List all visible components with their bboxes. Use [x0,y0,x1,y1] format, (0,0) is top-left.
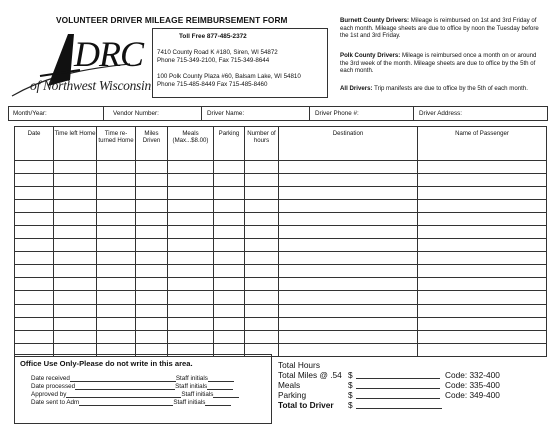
table-cell[interactable] [97,161,136,174]
table-cell[interactable] [279,213,418,226]
driver-info-row [8,106,548,121]
balsam-lake-address: 100 Polk County Plaza #60, Balsam Lake, WI 54810 [157,73,301,80]
table-cell[interactable] [54,239,97,252]
table-cell[interactable] [418,161,547,174]
table-cell[interactable] [54,265,97,278]
date-received-row[interactable] [31,375,234,382]
meals-dollar: $ [348,380,353,390]
table-cell[interactable] [136,200,168,213]
table-cell[interactable] [15,239,54,252]
table-cell[interactable] [279,291,418,304]
month-year-field[interactable]: Month/Year: [13,110,47,117]
all-drivers-note [340,85,546,93]
date-received-label: Date received [31,375,70,382]
table-cell[interactable] [97,291,136,304]
table-cell[interactable] [54,304,97,317]
col-header-hours: Number of hours [245,127,279,161]
table-cell[interactable] [97,278,136,291]
table-cell[interactable] [168,174,214,187]
table-cell[interactable] [418,343,547,356]
polk-text: Mileage is reimbursed once a month on or around the 3rd week of the month. Mileage sheets are due to office by the 5th of each month. [340,52,537,75]
col-header-date: Date [15,127,54,161]
office-use-box [14,354,272,424]
table-cell[interactable] [136,174,168,187]
adrc-logo [10,30,154,98]
table-cell[interactable] [245,200,279,213]
all-drivers-text: Trip manifests are due to office by the 5th of each month. [372,85,528,92]
miles-code: Code: 332-400 [445,370,500,380]
col-header-miles: Miles Driven [136,127,168,161]
burnett-note [340,17,546,40]
table-cell[interactable] [214,200,245,213]
table-cell[interactable] [279,278,418,291]
table-row [15,239,547,252]
table-cell[interactable] [15,252,54,265]
table-cell[interactable] [418,291,547,304]
table-cell[interactable] [418,239,547,252]
table-cell[interactable] [214,226,245,239]
driver-phone-field[interactable]: Driver Phone #: [315,110,359,117]
date-processed-label: Date processed [31,383,76,390]
table-cell[interactable] [136,239,168,252]
siren-address: 7410 County Road K #180, Siren, WI 54872 [157,49,278,56]
table-cell[interactable] [245,187,279,200]
table-cell[interactable] [279,161,418,174]
table-cell[interactable] [54,226,97,239]
table-cell[interactable] [15,161,54,174]
table-cell[interactable] [136,213,168,226]
table-row [15,226,547,239]
table-cell[interactable] [214,265,245,278]
table-cell[interactable] [214,161,245,174]
total-hours-label: Total Hours [278,360,320,370]
table-row [15,200,547,213]
table-cell[interactable] [279,317,418,330]
table-cell[interactable] [279,330,418,343]
table-cell[interactable] [214,291,245,304]
table-cell[interactable] [15,200,54,213]
total-to-driver-text: Total to Driver [278,400,334,410]
table-cell[interactable] [418,174,547,187]
siren-phone: Phone 715-349-2100, Fax 715-349-8644 [157,57,270,64]
col-header-destination: Destination [279,127,418,161]
table-cell[interactable] [168,291,214,304]
table-cell[interactable] [136,226,168,239]
logo-subtitle: of Northwest Wisconsin [30,78,151,93]
staff-initials-label: Staff initials [173,399,206,406]
total-miles-dollar: $ [348,370,353,380]
table-cell[interactable] [168,213,214,226]
table-cell[interactable] [214,187,245,200]
table-cell[interactable] [136,317,168,330]
date-processed-row[interactable] [31,383,233,390]
col-header-meals: Meals (Max...$8.00) [168,127,214,161]
driver-address-field[interactable]: Driver Address: [419,110,463,117]
table-cell[interactable] [418,317,547,330]
table-cell[interactable] [97,265,136,278]
svg-text:DRC: DRC [74,34,143,74]
meals-code: Code: 335-400 [445,380,500,390]
table-cell[interactable] [418,265,547,278]
table-row [15,291,547,304]
table-cell[interactable] [54,187,97,200]
total-miles-label: Total Miles @ .54 [278,370,342,380]
table-cell[interactable] [245,161,279,174]
table-cell[interactable] [136,187,168,200]
table-cell[interactable] [245,265,279,278]
table-cell[interactable] [245,226,279,239]
table-cell[interactable] [168,252,214,265]
driver-name-field[interactable]: Driver Name: [207,110,245,117]
all-drivers-label: All Drivers: [340,85,373,92]
table-row [15,265,547,278]
table-cell[interactable] [214,304,245,317]
table-cell[interactable] [168,239,214,252]
table-cell[interactable] [136,252,168,265]
table-cell[interactable] [279,200,418,213]
table-cell[interactable] [214,330,245,343]
table-cell[interactable] [279,304,418,317]
polk-label: Polk County Drivers: [340,52,401,59]
table-cell[interactable] [54,161,97,174]
total-to-driver-field[interactable] [356,408,442,409]
table-cell[interactable] [168,317,214,330]
table-row [15,278,547,291]
table-cell[interactable] [245,330,279,343]
parking-code: Code: 349-400 [445,390,500,400]
table-cell[interactable] [168,161,214,174]
table-cell[interactable] [168,226,214,239]
table-cell[interactable] [214,174,245,187]
table-cell[interactable] [214,278,245,291]
table-row [15,317,547,330]
table-cell[interactable] [279,252,418,265]
table-cell[interactable] [214,239,245,252]
table-cell[interactable] [279,343,418,356]
table-cell[interactable] [15,174,54,187]
date-sent-row[interactable] [31,399,231,406]
office-use-heading: Office Use Only-Please do not write in this area. [20,359,193,368]
table-cell[interactable] [54,330,97,343]
table-cell[interactable] [15,226,54,239]
total-to-driver-label [278,400,334,410]
table-cell[interactable] [168,304,214,317]
table-header-row [15,127,547,161]
table-cell[interactable] [245,213,279,226]
table-cell[interactable] [54,291,97,304]
table-cell[interactable] [97,174,136,187]
staff-initials-label: Staff initials [175,375,208,382]
table-cell[interactable] [245,304,279,317]
table-cell[interactable] [245,317,279,330]
staff-initials-label: Staff initials [181,391,214,398]
table-cell[interactable] [54,213,97,226]
burnett-label: Burnett County Drivers: [340,17,410,24]
table-row [15,252,547,265]
table-cell[interactable] [97,317,136,330]
table-cell[interactable] [418,252,547,265]
approved-by-row[interactable] [31,391,239,398]
table-cell[interactable] [97,304,136,317]
meals-label: Meals [278,380,301,390]
meals-field[interactable] [356,388,440,389]
table-cell[interactable] [214,317,245,330]
table-cell[interactable] [418,187,547,200]
table-cell[interactable] [97,239,136,252]
table-cell[interactable] [168,187,214,200]
table-cell[interactable] [168,265,214,278]
trip-log-table [14,126,546,350]
table-cell[interactable] [54,174,97,187]
parking-dollar: $ [348,390,353,400]
table-cell[interactable] [136,161,168,174]
contact-box [152,28,328,98]
table-row [15,330,547,343]
table-cell[interactable] [418,330,547,343]
col-header-time-returned: Time re-turned Home [97,127,136,161]
table-cell[interactable] [245,239,279,252]
table-cell[interactable] [54,278,97,291]
table-cell[interactable] [97,187,136,200]
table-cell[interactable] [15,304,54,317]
table-cell[interactable] [54,200,97,213]
table-cell[interactable] [168,200,214,213]
total-to-driver-dollar: $ [348,400,353,410]
table-cell[interactable] [97,226,136,239]
table-cell[interactable] [97,330,136,343]
table-cell[interactable] [279,187,418,200]
table-cell[interactable] [97,200,136,213]
table-cell[interactable] [214,213,245,226]
table-cell[interactable] [54,252,97,265]
table-cell[interactable] [136,278,168,291]
table-cell[interactable] [214,252,245,265]
table-cell[interactable] [15,278,54,291]
vendor-number-field[interactable]: Vendor Number: [113,110,159,117]
table-row [15,161,547,174]
table-cell[interactable] [168,278,214,291]
table-cell[interactable] [245,174,279,187]
total-miles-field[interactable] [356,378,440,379]
table-cell[interactable] [136,291,168,304]
table-row [15,187,547,200]
table-cell[interactable] [245,278,279,291]
table-cell[interactable] [136,265,168,278]
table-cell[interactable] [279,239,418,252]
table-cell[interactable] [168,330,214,343]
table-cell[interactable] [418,304,547,317]
table-cell[interactable] [97,252,136,265]
table-cell[interactable] [418,213,547,226]
col-header-passenger: Name of Passenger [418,127,547,161]
date-sent-label: Date sent to Adm [31,399,80,406]
table-cell[interactable] [279,265,418,278]
table-cell[interactable] [15,187,54,200]
table-cell[interactable] [279,226,418,239]
form-title: VOLUNTEER DRIVER MILEAGE REIMBURSEMENT FORM [56,15,288,25]
parking-field[interactable] [356,398,440,399]
table-cell[interactable] [54,317,97,330]
table-cell[interactable] [279,174,418,187]
table-cell[interactable] [15,265,54,278]
table-row [15,213,547,226]
table-cell[interactable] [136,330,168,343]
staff-initials-label: Staff initials [175,383,208,390]
table-cell[interactable] [245,291,279,304]
table-cell[interactable] [418,200,547,213]
table-cell[interactable] [136,304,168,317]
table-cell[interactable] [15,317,54,330]
table-cell[interactable] [418,278,547,291]
parking-label: Parking [278,390,307,400]
approved-by-label: Approved by [31,391,67,398]
balsam-lake-phone: Phone 715-485-8449 Fax 715-485-8460 [157,81,268,88]
table-cell[interactable] [418,226,547,239]
polk-note [340,52,546,75]
table-cell[interactable] [245,252,279,265]
toll-free-number: Toll Free 877-485-2372 [179,33,247,40]
col-header-time-left: Time left Home [54,127,97,161]
col-header-parking: Parking [214,127,245,161]
table-row [15,304,547,317]
table-cell[interactable] [15,330,54,343]
table-cell[interactable] [15,213,54,226]
table-cell[interactable] [97,213,136,226]
table-row [15,174,547,187]
burnett-text: Mileage is reimbursed on 1st and 3rd Friday of each month. Mileage sheets are due to office by noon the Tuesday before the 1st and 3rd Friday. [340,17,539,40]
table-cell[interactable] [15,291,54,304]
